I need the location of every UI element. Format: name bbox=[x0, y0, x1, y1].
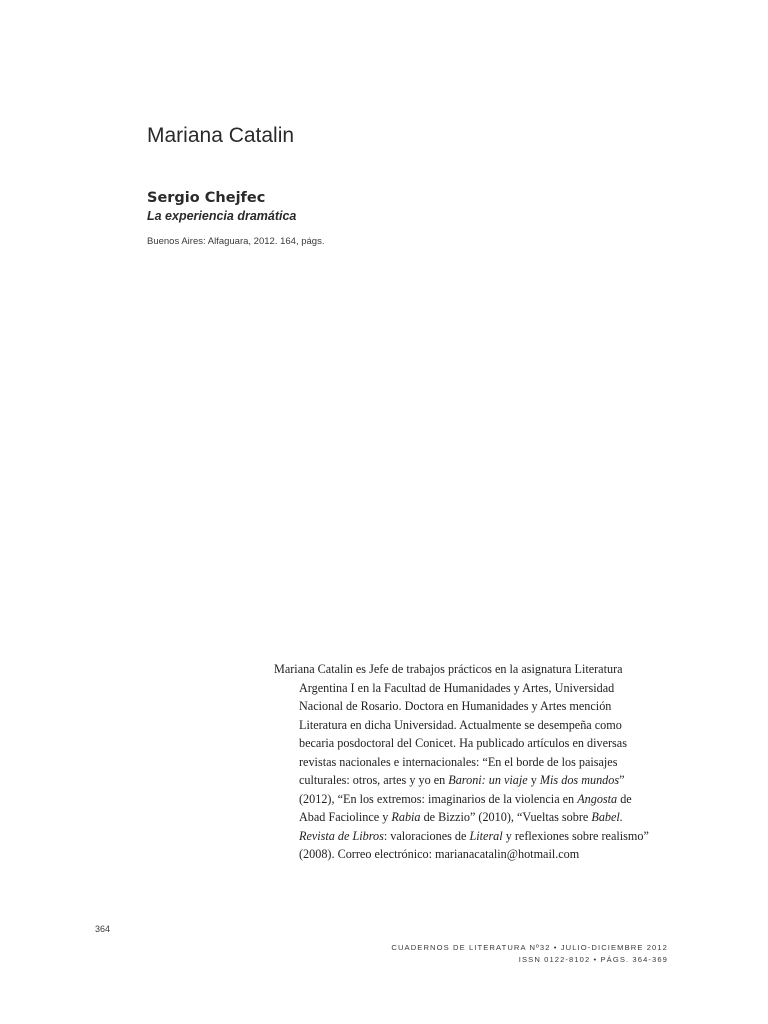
cited-title: Babel. bbox=[591, 810, 623, 825]
cited-title: Revista de Libros bbox=[299, 828, 384, 843]
reviewer-bio bbox=[274, 660, 649, 864]
publication-info: Buenos Aires: Alfaguara, 2012. 164, págs. bbox=[147, 236, 325, 247]
cited-title: Rabia bbox=[391, 810, 421, 825]
bio-text: (2012), “En los extremos: imaginarios de la violencia en bbox=[299, 791, 578, 806]
bio-line: Argentina I en la Facultad de Humanidades y Artes, Universidad bbox=[299, 680, 615, 695]
journal-footer bbox=[391, 942, 668, 966]
bio-text: de bbox=[617, 791, 632, 806]
bio-text: : valoraciones de bbox=[383, 828, 470, 843]
bio-line bbox=[274, 808, 646, 827]
bio-line: (2008). Correo electrónico: marianacatalin@hotmail.com bbox=[299, 847, 580, 862]
journal-issue: CUADERNOS DE LITERATURA Nº32 • JULIO-DICIEMBRE 2012 bbox=[391, 943, 668, 952]
bio-text: ” bbox=[619, 773, 625, 788]
book-title: La experiencia dramática bbox=[147, 209, 297, 223]
page-number: 364 bbox=[95, 924, 111, 934]
journal-issn: ISSN 0122-8102 • PÁGS. 364-369 bbox=[518, 955, 668, 964]
cited-title: Baroni: un viaje bbox=[448, 773, 528, 788]
bio-text: culturales: otros, artes y yo en bbox=[299, 773, 449, 788]
bio-line: Mariana Catalin es Jefe de trabajos prácticos en la asignatura Literatura bbox=[274, 662, 623, 676]
cited-title: Angosta bbox=[577, 791, 618, 806]
bio-text: Abad Faciolince y bbox=[299, 810, 392, 825]
bio-line bbox=[274, 771, 646, 790]
bio-line: becaria posdoctoral del Conicet. Ha publicado artículos en diversas bbox=[299, 736, 627, 751]
bio-line bbox=[274, 827, 649, 846]
bio-line: revistas nacionales e internacionales: “En el borde de los paisajes bbox=[299, 754, 618, 769]
bio-line: Literatura en dicha Universidad. Actualmente se desempeña como bbox=[299, 717, 622, 732]
cited-title: Mis dos mundos bbox=[539, 773, 620, 788]
bio-text: de Bizzio” (2010), “Vueltas sobre bbox=[420, 810, 592, 825]
bio-line: Nacional de Rosario. Doctora en Humanidades y Artes mención bbox=[299, 699, 612, 714]
bio-text: y bbox=[527, 773, 540, 788]
bio-line bbox=[274, 790, 646, 809]
cited-title: Literal bbox=[469, 828, 503, 843]
bio-text: y reflexiones sobre realismo” bbox=[502, 828, 649, 843]
book-author: Sergio Chejfec bbox=[147, 190, 266, 206]
reviewer-name: Mariana Catalin bbox=[147, 124, 295, 147]
